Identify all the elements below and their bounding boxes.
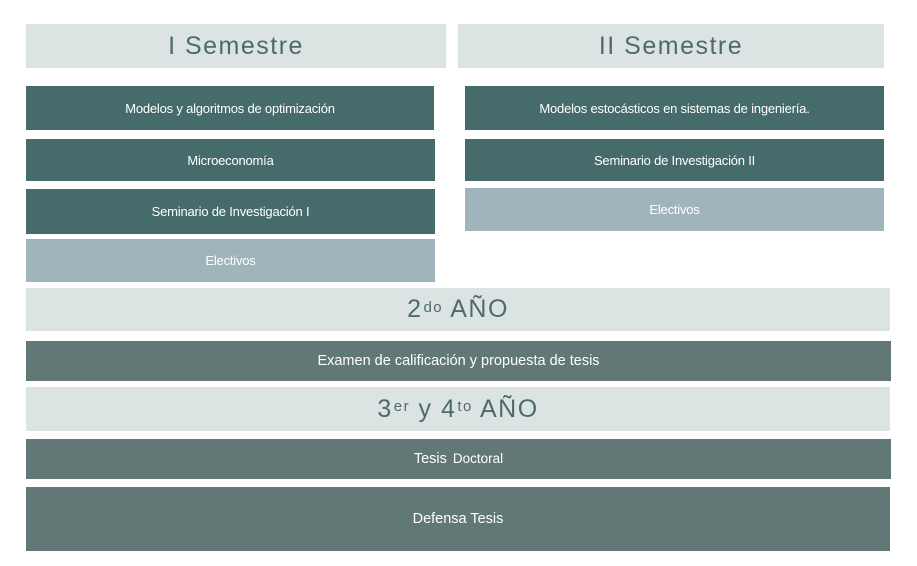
year-3-suffix: er [393,398,411,416]
year-4-suffix: to [457,398,473,416]
thesis-defense-label: Defensa Tesis [412,511,504,527]
doctoral-word: Doctoral [452,451,504,466]
semester-1-title: I Semestre [168,31,304,60]
semester-2-header [458,24,884,68]
electives-label: Electivos [649,202,700,217]
doctoral-thesis-label [414,451,503,467]
course-stochastic-models[interactable] [465,86,884,130]
year-2-suffix: do [423,298,444,316]
course-label: Modelos y algoritmos de optimización [125,100,335,116]
year-conjunction: y [418,394,433,423]
electives-semester-1[interactable] [26,239,435,282]
course-research-seminar-2[interactable] [465,139,884,181]
year-3-4-word: AÑO [479,394,539,423]
year-4-number: 4 [440,394,457,423]
course-microeconomics[interactable] [26,139,435,181]
year-3-4-header [26,387,890,431]
qualifying-exam-label: Examen de calificación y propuesta de tesis [317,353,600,369]
electives-semester-2[interactable] [465,188,884,231]
course-label: Modelos estocásticos en sistemas de ingeniería. [539,100,810,116]
doctoral-thesis[interactable] [26,439,891,479]
year-2-header [26,288,890,331]
course-label: Microeconomía [187,152,274,168]
year-3-4-title [377,395,538,424]
qualifying-exam[interactable] [26,341,891,381]
thesis-word: Tesis [413,451,447,467]
year-3-number: 3 [377,394,393,423]
course-label: Seminario de Investigación II [593,152,756,168]
year-2-number: 2 [407,295,423,323]
semester-1-header [26,24,446,68]
electives-label: Electivos [205,253,256,268]
thesis-defense[interactable] [26,487,890,551]
semester-2-title: II Semestre [598,31,744,60]
course-research-seminar-1[interactable] [26,189,435,234]
year-2-word: AÑO [450,295,509,323]
year-2-title [407,295,509,324]
course-label: Seminario de Investigación I [151,204,310,219]
course-optimization[interactable] [26,86,434,130]
